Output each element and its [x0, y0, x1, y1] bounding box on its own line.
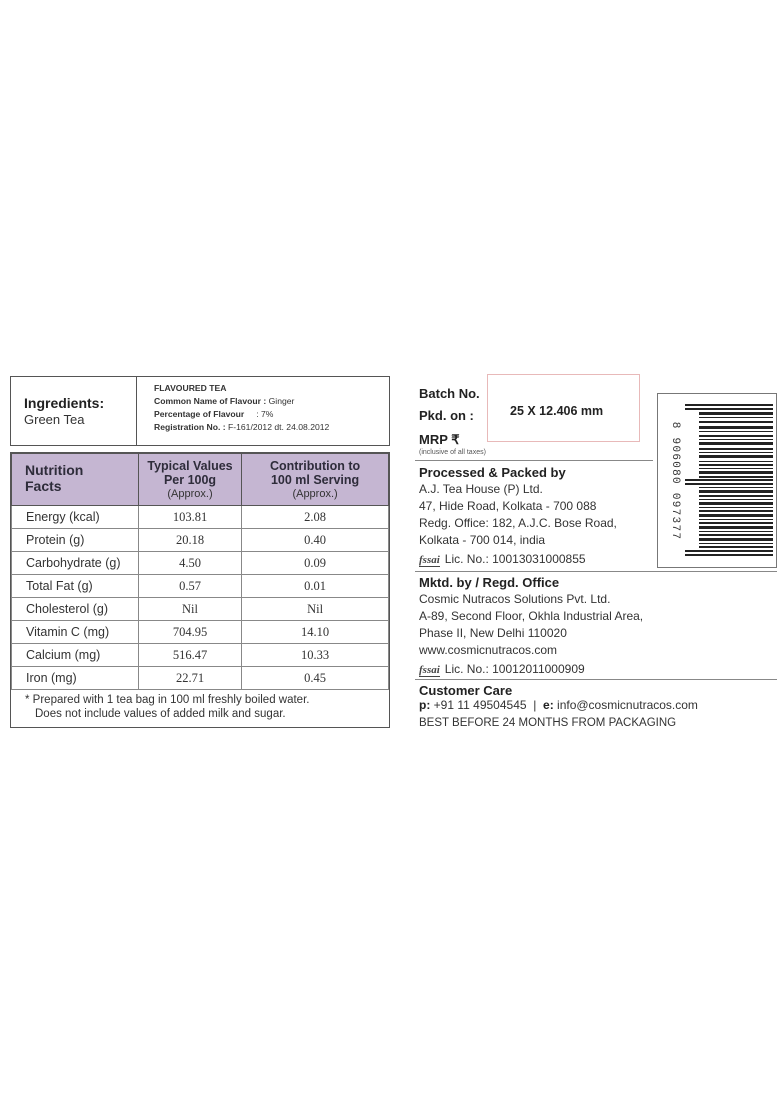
batch-label: Batch No.	[419, 386, 480, 401]
serving-value: Nil	[242, 598, 389, 621]
nutrient-name: Protein (g)	[12, 529, 139, 552]
table-row	[12, 621, 389, 644]
per-100g-value: 516.47	[138, 644, 241, 667]
processed-license-line	[419, 552, 586, 567]
table-row	[12, 667, 389, 690]
divider	[415, 571, 777, 572]
processed-license: Lic. No.: 10013031000855	[444, 552, 586, 566]
per-100g-value: Nil	[138, 598, 241, 621]
processed-address-1: 47, Hide Road, Kolkata - 700 088	[419, 499, 597, 513]
nutrient-name: Energy (kcal)	[12, 506, 139, 529]
serving-value: 0.40	[242, 529, 389, 552]
mrp-tax-note: (inclusive of all taxes)	[419, 449, 486, 456]
flavour-pct-line	[154, 408, 329, 421]
table-row	[12, 575, 389, 598]
registration-value: F-161/2012 dt. 24.08.2012	[228, 422, 330, 432]
footnote-line-2: Does not include values of added milk and sugar.	[35, 708, 286, 720]
flavour-name-line	[154, 395, 329, 408]
serving-value: 0.45	[242, 667, 389, 690]
nutrition-footnote	[11, 690, 389, 721]
serving-value: 0.09	[242, 552, 389, 575]
contribution-line-1: Contribution to	[269, 459, 361, 473]
divider	[415, 679, 777, 680]
registration-line	[154, 421, 329, 434]
per-100g-value: 4.50	[138, 552, 241, 575]
nutrient-name: Carbohydrate (g)	[12, 552, 139, 575]
serving-value: 2.08	[242, 506, 389, 529]
flavour-name: Ginger	[268, 396, 295, 406]
flavour-details	[137, 377, 329, 445]
nutrition-table	[11, 453, 389, 690]
processed-address-2: Redg. Office: 182, A.J.C. Bose Road,	[419, 516, 617, 530]
divider	[415, 460, 653, 461]
marketed-title: Mktd. by / Regd. Office	[419, 575, 560, 590]
table-row	[12, 529, 389, 552]
mrp-label: MRP ₹	[419, 432, 460, 447]
marketed-address-2: Phase II, New Delhi 110020	[419, 626, 567, 640]
nutrient-name: Cholesterol (g)	[12, 598, 139, 621]
marketed-license: Lic. No.: 10012011000909	[444, 662, 585, 676]
phone-number[interactable]: +91 11 49504545	[433, 698, 527, 712]
typical-values-line-2: Per 100g	[163, 473, 217, 487]
nutrition-header-row	[12, 454, 389, 506]
fssai-logo: fssai	[419, 554, 440, 566]
marketed-license-line	[419, 662, 585, 677]
marketed-company: Cosmic Nutracos Solutions Pvt. Ltd.	[419, 592, 611, 606]
customer-care-title: Customer Care	[419, 683, 513, 698]
heading-line-2: Facts	[25, 478, 62, 494]
contribution-approx: (Approx.)	[292, 488, 338, 500]
customer-care-contacts	[419, 698, 698, 712]
serving-value: 0.01	[242, 575, 389, 598]
table-row	[12, 644, 389, 667]
typical-values-heading	[138, 454, 241, 506]
flavour-pct: : 7%	[256, 409, 274, 419]
typical-values-line-1: Typical Values	[147, 459, 233, 473]
serving-contribution-heading	[242, 454, 389, 506]
barcode-number: 8 906080 097377	[669, 421, 681, 541]
packed-on-label: Pkd. on :	[419, 408, 474, 423]
registration-label: Registration No. :	[154, 422, 226, 432]
per-100g-value: 704.95	[138, 621, 241, 644]
table-row	[12, 598, 389, 621]
product-type: FLAVOURED TEA	[154, 383, 227, 393]
nutrient-name: Vitamin C (mg)	[12, 621, 139, 644]
nutrient-name: Total Fat (g)	[12, 575, 139, 598]
batch-area-size: 25 X 12.406 mm	[510, 404, 604, 418]
contribution-line-2: 100 ml Serving	[270, 473, 360, 487]
processed-company: A.J. Tea House (P) Ltd.	[419, 482, 543, 496]
marketed-website[interactable]: www.cosmicnutracos.com	[419, 643, 558, 657]
email-label: e:	[543, 698, 554, 712]
ingredients-box	[10, 376, 390, 446]
flavour-pct-label: Percentage of Flavour	[154, 409, 245, 419]
flavour-name-label: Common Name of Flavour :	[154, 396, 267, 406]
per-100g-value: 103.81	[138, 506, 241, 529]
processed-title: Processed & Packed by	[419, 465, 566, 480]
nutrition-facts-heading	[12, 454, 139, 506]
typical-values-approx: (Approx.)	[167, 488, 213, 500]
table-row	[12, 506, 389, 529]
ingredients-title: Ingredients:	[24, 395, 105, 411]
per-100g-value: 22.71	[138, 667, 241, 690]
nutrient-name: Calcium (mg)	[12, 644, 139, 667]
serving-value: 10.33	[242, 644, 389, 667]
footnote-line-1: * Prepared with 1 tea bag in 100 ml freshly boiled water.	[25, 694, 310, 706]
barcode-icon	[685, 404, 773, 556]
ingredients-label-cell	[11, 377, 137, 445]
fssai-logo: fssai	[419, 664, 440, 676]
ingredients-value: Green Tea	[24, 412, 85, 427]
table-row	[12, 552, 389, 575]
marketed-address-1: A-89, Second Floor, Okhla Industrial Area,	[419, 609, 644, 623]
best-before-note: BEST BEFORE 24 MONTHS FROM PACKAGING	[419, 717, 677, 729]
heading-line-1: Nutrition	[25, 462, 84, 478]
nutrition-facts-panel	[10, 452, 390, 728]
contact-separator: |	[533, 698, 537, 712]
per-100g-value: 0.57	[138, 575, 241, 598]
serving-value: 14.10	[242, 621, 389, 644]
phone-label: p:	[419, 698, 431, 712]
nutrient-name: Iron (mg)	[12, 667, 139, 690]
processed-address-3: Kolkata - 700 014, india	[419, 533, 546, 547]
email-address[interactable]: info@cosmicnutracos.com	[557, 698, 698, 712]
per-100g-value: 20.18	[138, 529, 241, 552]
